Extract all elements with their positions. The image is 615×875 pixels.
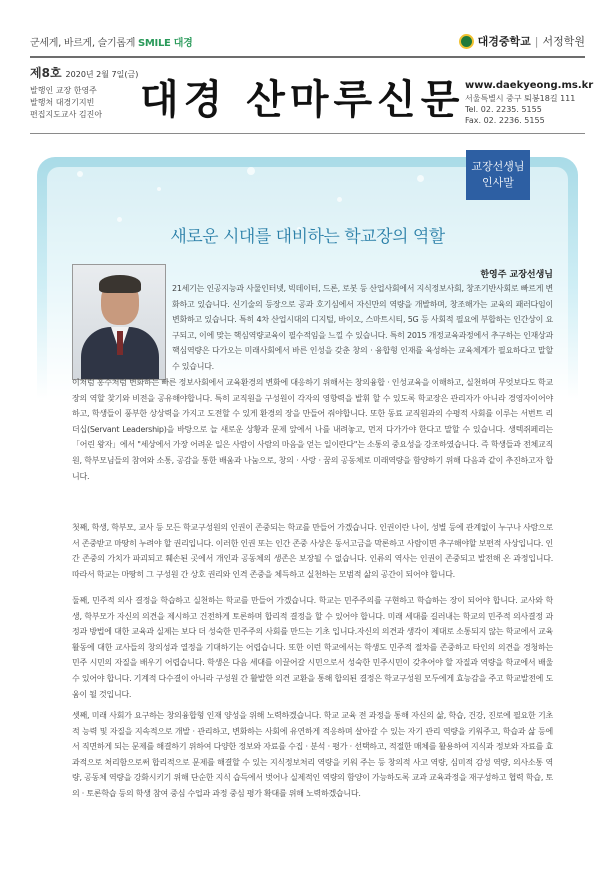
masthead <box>30 60 594 130</box>
top-bar <box>30 28 585 54</box>
divider: | <box>534 34 539 48</box>
badge-line-1: 교장선생님 <box>471 160 525 173</box>
masthead-rule <box>30 133 585 134</box>
section-badge <box>466 150 530 200</box>
issuer: 발행처 대경기지빈 <box>30 98 95 107</box>
article-paragraph-4: 둘째, 민주적 의사 결정을 학습하고 실천하는 학교를 만들어 가겠습니다. 학교는 민주주의를 구현하고 학습하는 장이 되어야 합니다. 교사와 학생, 학부모가 자신의 의견을 제시하고 건전하게 토론하며 합리적 결정을 할 수 있어야 합니다. 미래 세대를 길러내는 학교의 민주적 의사결정 과정과 방법에 대한 교육과 실제는 보다 더 성숙한 민주주의 사회를 만드는 기초 입니다.자신의 의견과 생각이 제대로 소통되지 않는 학교에서 교육활동에 대한 교사들의 창의성과 열정을 기대하기는 어렵습니다. 또한 이런 학교에서는 학생도 민주적 절차를 존중하고 타인의 의견을 경청하는 민주 시민의 자질을 배우기 어렵습니다. 학생은 다음 세대를 이끌어갈 시민으로서 성숙한 민주시민이 갖추어야 할 자질과 역량을 학교에서 배울 수 있어야 합니다. 기계적 다수결이 아니라 구성원 간 활발한 의견 교환을 통해 합의된 결정은 학교구성원 모두에게 효능감을 주고 학교발전에 도움이 될 것입니다. <box>72 596 553 699</box>
header-rule <box>30 56 585 58</box>
website-url[interactable]: www.daekyeong.ms.kr <box>465 80 594 91</box>
school-emblem-icon <box>459 34 474 49</box>
article-paragraph-5: 셋째, 미래 사회가 요구하는 창의융합형 인재 양성을 위해 노력하겠습니다. 학교 교육 전 과정을 통해 자신의 삶, 학습, 건강, 진로에 필요한 기초적 능력 및 자질을 지속적으로 개발 · 관리하고, 변화하는 사회에 유연하게 적응하며 살아갈 수 있는 자기 관리 역량을 키워주고, 학습과 삶 등에서 직면하게 되는 문제를 해결하기 위하여 다양한 정보와 자료를 수집 · 분석 · 평가 · 선택하고, 적절한 매체를 활용하여 지식과 정보와 자료를 효과적으로 처리함으로써 합리적으로 문제를 해결할 수 있는 지식정보처리 역량을 키워 주는 등 창의적 사고 역량, 심미적 감성 역량, 의사소통 역량, 공동체 역량을 강화시키기 위해 단순한 지식 습득에서 벗어나 실제적인 역량의 함양이 가능하도록 교과 교육과정을 재구성하고 협력 학습, 토의 · 토론학습 등의 학생 참여 중심 수업과 과정 중심 평가 확대를 위해 노력하겠습니다. <box>72 711 553 798</box>
article-paragraph-2: 이처럼 홍수처럼 변화하는 빠른 정보사회에서 교육환경의 변화에 대응하기 위해서는 창의융합 · 인성교육을 이해하고, 실천하며 무엇보다도 학교장의 역할 찾기와 비전을 공유해야합니다. 특히 교직원을 구성원이 각자의 영향력을 발휘 할 수 있도록 학교장은 관리자가 아니라 경영자이어야 하고, 학생들이 풍부한 상상력을 가지고 도전할 수 있게 환경의 장을 만들어 줘야합니다. 또한 동료 교직원과의 수평적 사회를 이루는 서번트 리더십(Servant Leadership)을 바탕으로 늘 새로운 상황과 문제 앞에서 나를 내려놓고, 먼저 다가가야 한다고 말할 수 있습니다. 생텍쥐페리는 「어린 왕자」에서 "세상에서 가장 어려운 일은 사람이 사람의 마음을 얻는 일이란다"는 소통의 중요성을 강조하였습니다. 즉 학생들과 전체교직원, 학부모님들의 참여와 소통, 공감을 통한 배움과 나눔으로, 창의 · 사랑 · 꿈의 공동체로 미래역량을 함양하기 위해 다음과 같이 추진하고자 합니다. <box>72 378 553 481</box>
article-paragraph-3: 첫째, 학생, 학부모, 교사 등 모든 학교구성원의 인권이 존중되는 학교를 만들어 가겠습니다. 인권이란 나이, 성별 등에 관계없이 누구나 사람으로서 존중받고 마땅히 누려야 할 권리입니다. 이러한 인권 또는 인간 존중 사상은 동서고금을 막론하고 사람이면 추구해야할 보편적 사상입니다. 인간 존중의 가치가 파괴되고 훼손된 곳에서 개인과 공동체의 생존은 보장될 수 없습니다. 인류의 역사는 인권이 존중되고 발전해 온 과정입니다. 따라서 학교는 마땅히 그 구성원 간 상호 권리와 인격 존중을 체득하고 실천하는 모범적 삶의 공간이 되어야 합니다. <box>72 523 553 579</box>
issue-number: 제8호 <box>30 66 62 80</box>
issue-info <box>30 64 138 81</box>
principal-photo <box>72 264 166 380</box>
article-paragraph-1: 21세기는 인공지능과 사물인터넷, 빅데이터, 드론, 로봇 등 산업사회에서 지식정보사회, 창조기반사회로 빠르게 변화하고 있습니다. 신기술의 등장으로 공과 호기심에서 자신만의 역량을 개발하며, 창조해가는 교육의 패러다임이 변화하고 있습니다. 특히 4차 산업시대의 디지털, 바이오, 스마트시티, 5G 등 사회적 필요에 부합하는 인간상이 요구되고, 이에 맞는 핵심역량교육이 필수적임을 느낄 수 있습니다. 특히 2015 개정교육과정에서 추구하는 인재상과 핵심역량은 다가오는 미래사회에서 바른 인성을 갖춘 창의 · 융합형 인재를 육성하는 교육체계가 필요하다고 말할 수 있습니다. <box>172 284 553 371</box>
editor: 편집지도교사 김진아 <box>30 110 103 119</box>
issue-date: 2020년 2월 7일(금) <box>65 70 139 79</box>
slogan-text: 군세게, 바르게, 슬기롭게 <box>30 37 138 49</box>
address: 서울특별시 중구 퇴봉18길 111 <box>465 94 576 103</box>
article-byline: 한영주 교장선생님 <box>480 270 553 280</box>
article-headline: 새로운 시대를 대비하는 학교장의 역할 <box>170 227 445 247</box>
telephone: Tel. 02. 2235. 5155 <box>465 105 542 114</box>
school-identity <box>459 33 585 49</box>
publication-info <box>30 85 102 121</box>
school-slogan <box>30 34 192 49</box>
fax: Fax. 02. 2236. 5155 <box>465 116 545 125</box>
slogan-highlight: SMILE 대경 <box>138 37 193 49</box>
school-foundation: 서정학원 <box>542 35 585 48</box>
school-name: 대경중학교 <box>477 35 531 48</box>
publisher: 발행인 교장 한영주 <box>30 86 97 95</box>
newspaper-title: 대경 산마루신문 <box>140 77 465 123</box>
badge-line-2: 인사말 <box>482 176 514 189</box>
contact-info <box>465 80 594 126</box>
